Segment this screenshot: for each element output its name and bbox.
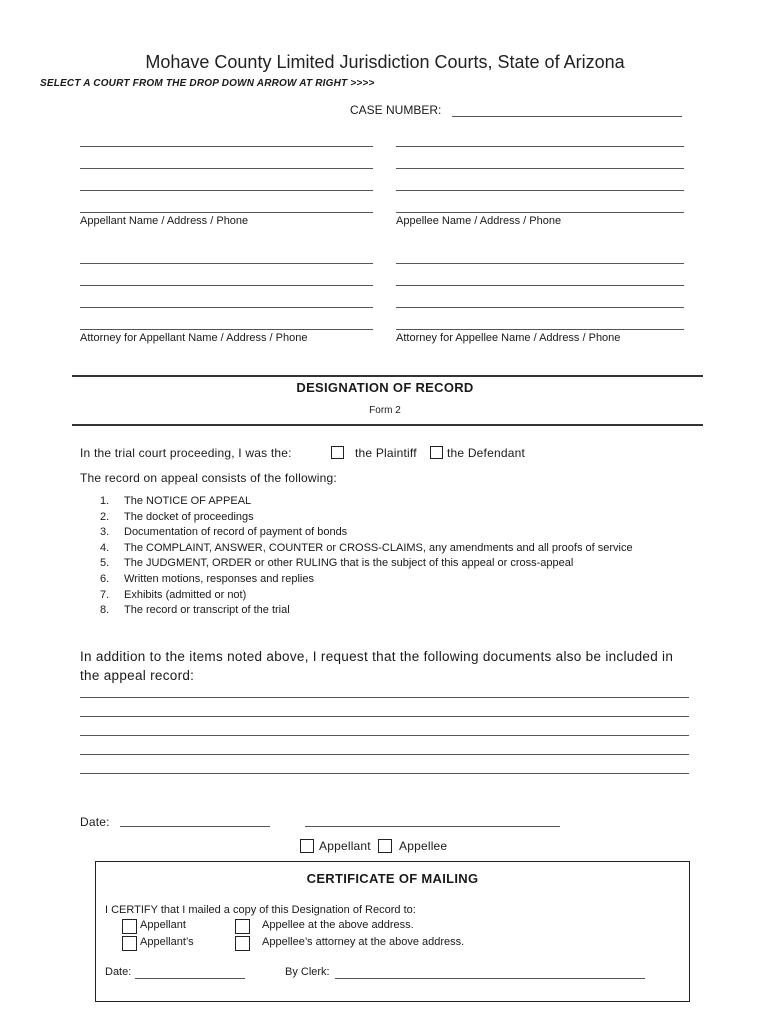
request-line-3[interactable]	[80, 735, 689, 736]
clerk-signature-field[interactable]	[335, 978, 645, 979]
appellee-line-1[interactable]	[396, 146, 684, 147]
cert-appellee-attorney-label: Appellee’s attorney at the above address.	[262, 936, 465, 948]
cert-appellee-checkbox[interactable]	[235, 919, 250, 934]
additional-request-text: In addition to the items noted above, I request that the following documents also be included in the appeal record:	[80, 649, 674, 683]
appellee-line-4[interactable]	[396, 212, 684, 213]
plaintiff-checkbox[interactable]	[331, 446, 344, 459]
list-item: 1. The NOTICE OF APPEAL	[100, 495, 252, 507]
clerk-label: By Clerk:	[285, 966, 330, 978]
trial-question: In the trial court proceeding, I was the:	[80, 446, 292, 460]
record-items-list	[100, 494, 633, 619]
case-number-label: CASE NUMBER:	[350, 103, 442, 117]
defendant-checkbox[interactable]	[430, 446, 443, 459]
request-line-1[interactable]	[80, 697, 689, 698]
appellee-sign-label: Appellee	[399, 839, 448, 853]
cert-appellants-label: Appellant’s	[140, 936, 194, 948]
cert-date-field[interactable]	[135, 978, 245, 979]
attorney-appellee-line-3[interactable]	[396, 307, 684, 308]
list-item: 8. The record or transcript of the trial	[100, 604, 290, 617]
appellant-line-1[interactable]	[80, 146, 373, 147]
request-line-4[interactable]	[80, 754, 689, 755]
attorney-appellant-line-3[interactable]	[80, 307, 373, 308]
section-title: DESIGNATION OF RECORD	[296, 380, 474, 395]
appellant-line-4[interactable]	[80, 212, 373, 213]
attorney-appellant-line-1[interactable]	[80, 263, 373, 264]
list-item: 2. The docket of proceedings	[100, 510, 254, 523]
list-item: 5. The JUDGMENT, ORDER or other RULING that is the subject of this appeal or cross-appeal	[100, 557, 574, 570]
attorney-appellee-line-2[interactable]	[396, 285, 684, 286]
cert-appellee-attorney-checkbox[interactable]	[235, 936, 250, 951]
appellant-sign-label: Appellant	[319, 839, 371, 853]
attorney-appellant-line-4[interactable]	[80, 329, 373, 330]
record-intro: The record on appeal consists of the following:	[80, 471, 337, 485]
section-rule-top	[72, 375, 703, 377]
form-number: Form 2	[369, 405, 401, 416]
appellee-line-3[interactable]	[396, 190, 684, 191]
attorney-appellee-line-1[interactable]	[396, 263, 684, 264]
appellee-checkbox[interactable]	[378, 839, 392, 853]
list-item: 3. Documentation of record of payment of bonds	[100, 526, 348, 539]
cert-appellant-checkbox[interactable]	[122, 919, 137, 934]
defendant-label: the Defendant	[447, 446, 525, 460]
attorney-appellee-label: Attorney for Appellee Name / Address / Phone	[396, 332, 621, 344]
cert-appellee-label: Appellee at the above address.	[262, 919, 414, 931]
attorney-appellant-label: Attorney for Appellant Name / Address / Phone	[80, 332, 308, 344]
list-item: 6. Written motions, responses and replies	[100, 572, 314, 585]
attorney-appellant-line-2[interactable]	[80, 285, 373, 286]
cert-appellant-label: Appellant	[140, 919, 186, 931]
section-rule-bottom	[72, 424, 703, 426]
cert-date-label: Date:	[105, 966, 132, 978]
request-line-5[interactable]	[80, 773, 689, 774]
select-court-instruction: SELECT A COURT FROM THE DROP DOWN ARROW AT RIGHT >>>>	[40, 78, 375, 89]
appellee-line-2[interactable]	[396, 168, 684, 169]
certify-text: I CERTIFY that I mailed a copy of this Designation of Record to:	[105, 904, 416, 916]
court-title: Mohave County Limited Jurisdiction Courts, State of Arizona	[145, 52, 625, 72]
appellee-label: Appellee Name / Address / Phone	[396, 215, 562, 227]
signature-field[interactable]	[305, 826, 560, 827]
plaintiff-label: the Plaintiff	[355, 446, 417, 460]
appellant-line-3[interactable]	[80, 190, 373, 191]
list-item: 7. Exhibits (admitted or not)	[100, 588, 247, 601]
list-item: 4. The COMPLAINT, ANSWER, COUNTER or CROSS-CLAIMS, any amendments and all proofs of service	[100, 541, 633, 554]
cert-appellants-checkbox[interactable]	[122, 936, 137, 951]
appellant-label: Appellant Name / Address / Phone	[80, 215, 249, 227]
case-number-field[interactable]	[452, 116, 682, 117]
request-line-2[interactable]	[80, 716, 689, 717]
appellant-checkbox[interactable]	[300, 839, 314, 853]
date-field[interactable]	[120, 826, 270, 827]
appellant-line-2[interactable]	[80, 168, 373, 169]
attorney-appellee-line-4[interactable]	[396, 329, 684, 330]
certificate-title: CERTIFICATE OF MAILING	[306, 871, 479, 886]
date-label: Date:	[80, 815, 110, 829]
